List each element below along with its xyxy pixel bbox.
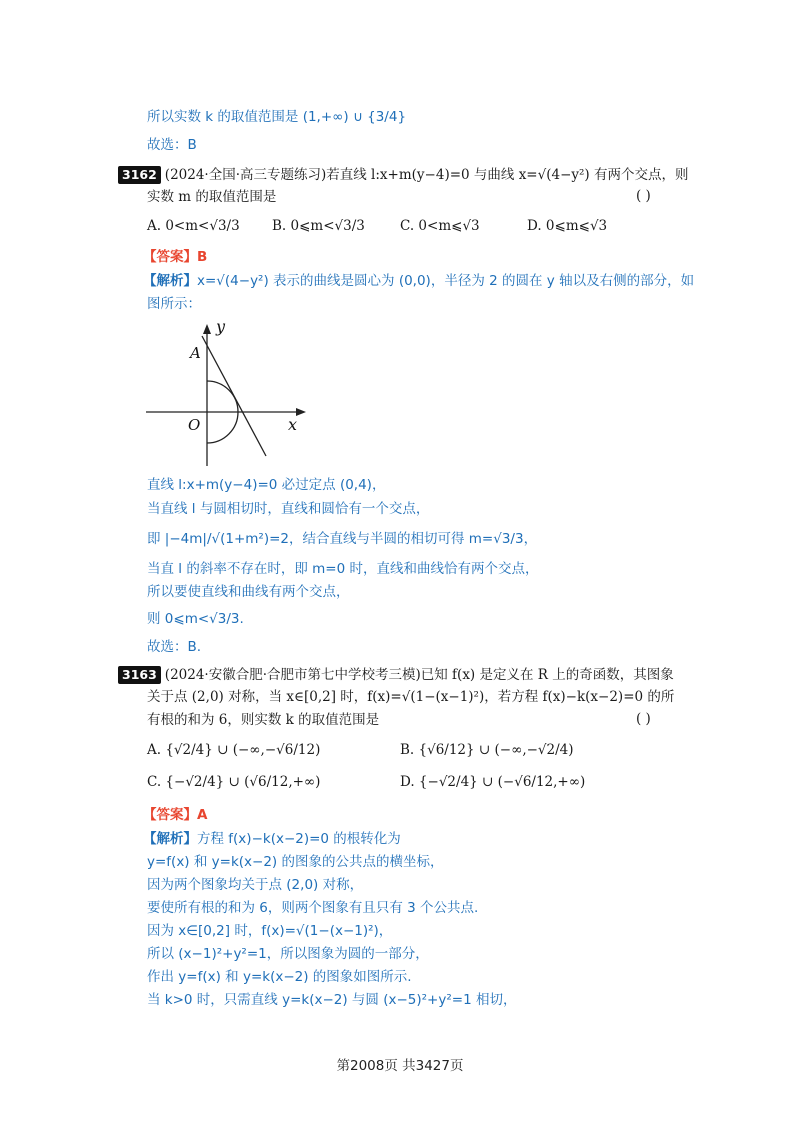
analysis-text: 方程 f(x)−k(x−2)=0 的根转化为 [197,831,401,847]
y-axis-arrow [203,324,211,334]
question-3163-stem [118,666,674,684]
analysis-tag: 【解析】 [143,273,197,289]
analysis-line: 则 0⩽m<√3/3. [147,611,244,627]
question-3163-stem-line3: 有根的和为 6，则实数 k 的取值范围是 [147,712,380,728]
option-a: A. 0<m<√3/3 [147,218,240,234]
option-d: D. {−√2/4} ∪ (−√6/12,+∞) [400,774,586,790]
analysis-line: 当直线 l 与圆相切时，直线和圆恰有一个交点， [147,501,430,517]
analysis-line: 即 |−4m|/√(1+m²)=2，结合直线与半圆的相切可得 m=√3/3， [147,531,538,547]
analysis-line: 因为两个图象均关于点 (2,0) 对称， [147,877,364,893]
analysis-line-1 [143,830,401,848]
analysis-line: 因为 x∈[0,2] 时，f(x)=√(1−(x−1)²)， [147,923,393,939]
choice-line: 故选：B [147,137,197,153]
analysis-line: 当 k>0 时，只需直线 y=k(x−2) 与圆 (x−5)²+y²=1 相切， [147,992,517,1008]
analysis-line: 所以要使直线和曲线有两个交点， [147,584,350,600]
tangent-line [202,336,266,456]
answer-tag: 【答案】 [143,807,197,823]
question-number: 3163 [118,666,161,684]
analysis-text: x=√(4−y²) 表示的曲线是圆心为 (0,0)，半径为 2 的圆在 y 轴以及右侧的部分，如 [197,273,695,289]
page-footer: 第2008页 共3427页 [336,1058,464,1074]
answer-line [143,248,207,266]
answer-paren: ( ) [636,188,651,204]
conclusion-line: 所以实数 k 的取值范围是 (1,+∞) ∪ {3/4} [147,109,407,125]
question-3162-stem-line2: 实数 m 的取值范围是 [147,189,277,205]
x-label: x [288,415,298,434]
analysis-line: 要使所有根的和为 6，则两个图象有且只有 3 个公共点. [147,900,479,916]
answer-tag: 【答案】 [143,249,197,265]
option-c: C. {−√2/4} ∪ (√6/12,+∞) [147,774,321,790]
stem-text: (2024·安徽合肥·合肥市第七中学校考三模)已知 f(x) 是定义在 R 上的奇函数，其图象 [164,667,674,683]
question-3162-stem [118,166,689,184]
point-a-label: A [190,344,201,362]
analysis-line-2: 图所示： [147,296,201,312]
analysis-line-1 [143,272,694,290]
analysis-line: 当直 l 的斜率不存在时，即 m=0 时，直线和曲线恰有两个交点， [147,561,539,577]
option-c: C. 0<m⩽√3 [400,218,480,234]
answer-paren: ( ) [636,711,651,727]
analysis-line: 直线 l:x+m(y−4)=0 必过定点 (0,4)， [147,477,386,493]
analysis-line: 作出 y=f(x) 和 y=k(x−2) 的图象如图所示. [147,969,412,985]
question-number: 3162 [118,166,161,184]
semicircle-tangent-figure [140,316,310,471]
option-a: A. {√2/4} ∪ (−∞,−√6/12) [147,742,321,758]
answer-value: B [197,249,208,265]
question-3163-stem-line2: 关于点 (2,0) 对称，当 x∈[0,2] 时，f(x)=√(1−(x−1)²)，若方程 f(x)−k(x−2)=0 的所 [147,689,675,705]
analysis-tag: 【解析】 [143,831,197,847]
analysis-line: 所以 (x−1)²+y²=1，所以图象为圆的一部分， [147,946,429,962]
answer-value: A [197,807,208,823]
x-axis-arrow [296,408,306,416]
analysis-line: y=f(x) 和 y=k(x−2) 的图象的公共点的横坐标， [147,854,444,870]
analysis-line: 故选：B. [147,639,202,655]
answer-line [143,806,207,824]
option-d: D. 0⩽m⩽√3 [527,218,608,234]
stem-text: (2024·全国·高三专题练习)若直线 l:x+m(y−4)=0 与曲线 x=√(4−y²) 有两个交点，则 [164,167,689,183]
y-label: y [216,317,226,336]
option-b: B. {√6/12} ∪ (−∞,−√2/4) [400,742,574,758]
origin-label: O [188,416,201,434]
option-b: B. 0⩽m<√3/3 [272,218,365,234]
